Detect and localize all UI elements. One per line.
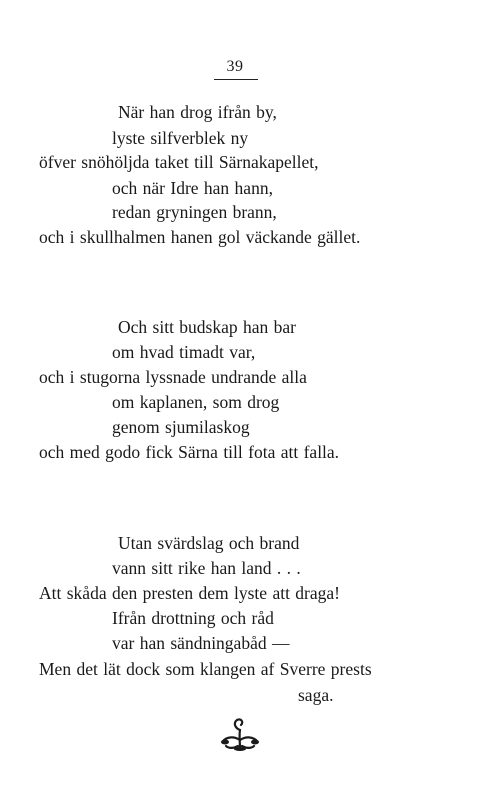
verse-line: vann sitt rike han land . . .	[112, 558, 301, 578]
verse-line: var han sändningabåd —	[112, 633, 290, 653]
verse-line: Och sitt budskap han bar	[118, 317, 296, 337]
page-number: 39	[226, 58, 244, 75]
verse-line: Ifrån drottning och råd	[112, 608, 274, 628]
verse-line: öfver snöhöljda taket till Särnakapellet,	[39, 152, 319, 172]
verse-line: När han drog ifrån by,	[118, 102, 277, 122]
verse-line: Men det lät dock som klangen af Sverre prests	[39, 659, 372, 679]
verse-line: och i stugorna lyssnade undrande alla	[39, 367, 307, 387]
verse-line: Att skåda den presten dem lyste att draga!	[39, 583, 340, 603]
verse-line: Utan svärdslag och brand	[118, 533, 300, 553]
verse-line: och med godo fick Särna till fota att falla.	[39, 442, 340, 462]
verse-line: och när Idre han hann,	[112, 178, 273, 198]
floral-vignette-icon	[218, 716, 262, 752]
verse-line: lyste silfverblek ny	[112, 128, 249, 148]
verse-line: om hvad timadt var,	[112, 342, 256, 362]
verse-line: och i skullhalmen hanen gol väckande gället.	[39, 227, 361, 247]
verse-line: redan gryningen brann,	[112, 202, 277, 222]
verse-line: om kaplanen, som drog	[112, 392, 280, 412]
page-number-rule	[214, 79, 258, 80]
verse-line: saga.	[298, 685, 334, 705]
verse-line: genom sjumilaskog	[112, 417, 250, 437]
